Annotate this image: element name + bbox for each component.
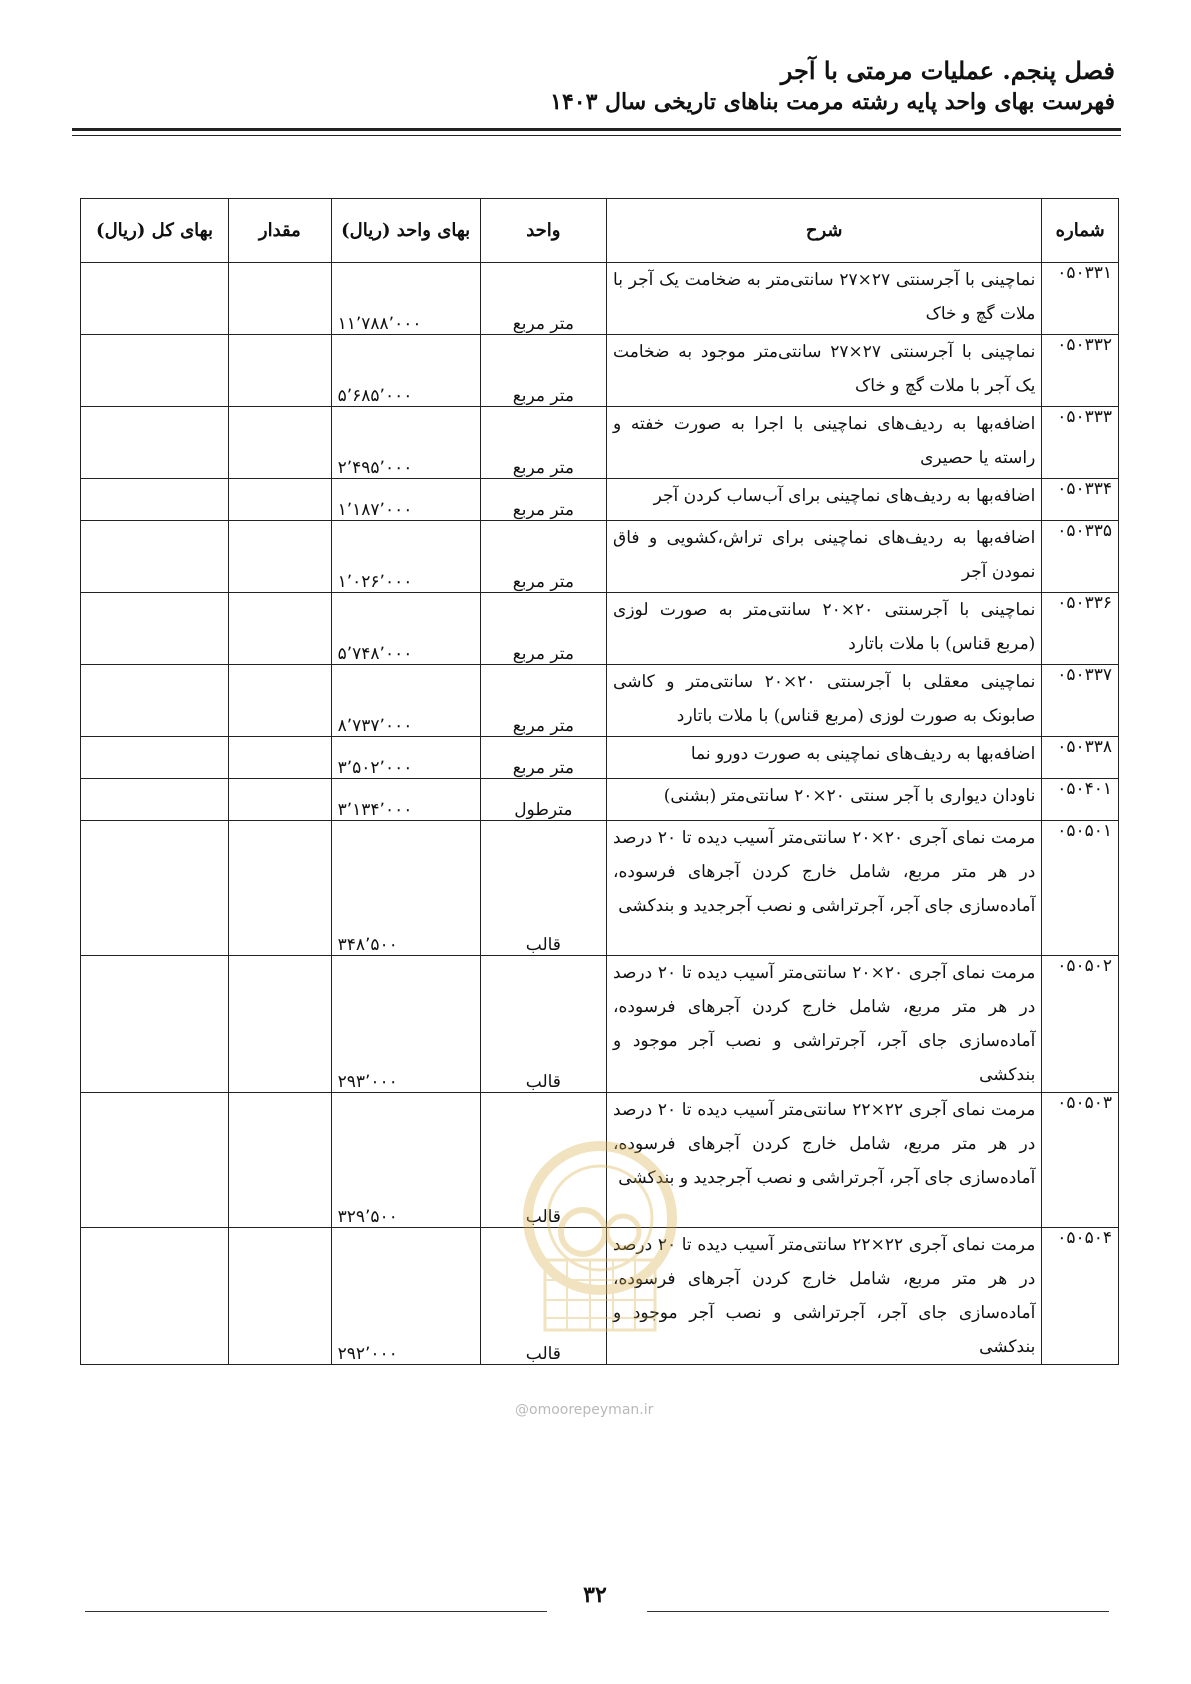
code-cell: ۰۵۰۳۳۳ xyxy=(1042,407,1119,479)
unit-price-cell: ۲۹۲٬۰۰۰ xyxy=(331,1228,480,1365)
description-cell: نماچینی معقلی با آجرسنتی ۲۰×۲۰ سانتی‌متر و کاشی صابونک به صورت لوزی (مربع قناس) با ملات باتارد xyxy=(607,665,1042,737)
column-header-unit-price: بهای واحد (ریال) xyxy=(331,199,480,263)
description-cell: اضافه‌بها به ردیف‌های نماچینی برای تراش،کشویی و فاق نمودن آجر xyxy=(607,521,1042,593)
chapter-title: فصل پنجم. عملیات مرمتی با آجر xyxy=(780,56,1115,85)
price-list-table xyxy=(80,198,1119,1365)
watermark-handle: @omoorepeyman.ir xyxy=(515,1402,654,1418)
code-cell: ۰۵۰۵۰۱ xyxy=(1042,821,1119,956)
description-cell: مرمت نمای آجری ۲۲×۲۲ سانتی‌متر آسیب دیده تا ۲۰ درصد در هر متر مربع، شامل خارج کردن آجرهای فرسوده، آماده‌سازی جای آجر، آجرتراشی و نصب آجر موجود و بندکشی xyxy=(607,1228,1042,1365)
description-cell: مرمت نمای آجری ۲۰×۲۰ سانتی‌متر آسیب دیده تا ۲۰ درصد در هر متر مربع، شامل خارج کردن آجرهای فرسوده، آماده‌سازی جای آجر، آجرتراشی و نصب آجرجدید و بندکشی xyxy=(607,821,1042,956)
unit-price-cell: ۳٬۱۳۴٬۰۰۰ xyxy=(331,779,480,821)
code-cell: ۰۵۰۳۳۲ xyxy=(1042,335,1119,407)
unit-cell: متر مربع xyxy=(480,335,606,407)
total-price-cell xyxy=(81,407,229,479)
description-cell: ناودان دیواری با آجر سنتی ۲۰×۲۰ سانتی‌متر (بشنی) xyxy=(607,779,1042,821)
table-row xyxy=(81,263,1119,335)
document-subtitle: فهرست بهای واحد پایه رشته مرمت بناهای تاریخی سال ۱۴۰۳ xyxy=(550,89,1115,115)
code-cell: ۰۵۰۵۰۴ xyxy=(1042,1228,1119,1365)
table-row xyxy=(81,1228,1119,1365)
quantity-cell xyxy=(229,1228,332,1365)
table-row xyxy=(81,821,1119,956)
table-row xyxy=(81,407,1119,479)
unit-price-cell: ۵٬۶۸۵٬۰۰۰ xyxy=(331,335,480,407)
description-cell: نماچینی با آجرسنتی ۲۷×۲۷ سانتی‌متر به ضخامت یک آجر با ملات گچ و خاک xyxy=(607,263,1042,335)
unit-price-cell: ۳۲۹٬۵۰۰ xyxy=(331,1093,480,1228)
unit-price-cell: ۵٬۷۴۸٬۰۰۰ xyxy=(331,593,480,665)
table-row xyxy=(81,737,1119,779)
code-cell: ۰۵۰۳۳۸ xyxy=(1042,737,1119,779)
unit-cell: متر مربع xyxy=(480,263,606,335)
header-rule-thick xyxy=(72,128,1121,131)
table-header-row xyxy=(81,199,1119,263)
description-cell: مرمت نمای آجری ۲۰×۲۰ سانتی‌متر آسیب دیده تا ۲۰ درصد در هر متر مربع، شامل خارج کردن آجرهای فرسوده، آماده‌سازی جای آجر، آجرتراشی و نصب آجر موجود و بندکشی xyxy=(607,956,1042,1093)
table-row xyxy=(81,479,1119,521)
quantity-cell xyxy=(229,1093,332,1228)
total-price-cell xyxy=(81,956,229,1093)
quantity-cell xyxy=(229,821,332,956)
description-cell: نماچینی با آجرسنتی ۲۷×۲۷ سانتی‌متر موجود به ضخامت یک آجر با ملات گچ و خاک xyxy=(607,335,1042,407)
total-price-cell xyxy=(81,1093,229,1228)
unit-cell: قالب xyxy=(480,1228,606,1365)
code-cell: ۰۵۰۳۳۱ xyxy=(1042,263,1119,335)
quantity-cell xyxy=(229,407,332,479)
unit-cell: قالب xyxy=(480,821,606,956)
unit-price-cell: ۲٬۴۹۵٬۰۰۰ xyxy=(331,407,480,479)
quantity-cell xyxy=(229,956,332,1093)
unit-cell: قالب xyxy=(480,1093,606,1228)
total-price-cell xyxy=(81,1228,229,1365)
unit-price-cell: ۱٬۱۸۷٬۰۰۰ xyxy=(331,479,480,521)
unit-cell: متر مربع xyxy=(480,479,606,521)
quantity-cell xyxy=(229,779,332,821)
total-price-cell xyxy=(81,593,229,665)
footer-rule-left xyxy=(85,1611,547,1612)
unit-cell: قالب xyxy=(480,956,606,1093)
code-cell: ۰۵۰۳۳۷ xyxy=(1042,665,1119,737)
description-cell: مرمت نمای آجری ۲۲×۲۲ سانتی‌متر آسیب دیده تا ۲۰ درصد در هر متر مربع، شامل خارج کردن آجرهای فرسوده، آماده‌سازی جای آجر، آجرتراشی و نصب آجرجدید و بندکشی xyxy=(607,1093,1042,1228)
table-row xyxy=(81,521,1119,593)
column-header-description: شرح xyxy=(607,199,1042,263)
unit-price-cell: ۱۱٬۷۸۸٬۰۰۰ xyxy=(331,263,480,335)
column-header-code: شماره xyxy=(1042,199,1119,263)
table-row xyxy=(81,1093,1119,1228)
code-cell: ۰۵۰۳۳۴ xyxy=(1042,479,1119,521)
total-price-cell xyxy=(81,479,229,521)
footer-rule-right xyxy=(647,1611,1109,1612)
unit-cell: متر مربع xyxy=(480,665,606,737)
total-price-cell xyxy=(81,665,229,737)
total-price-cell xyxy=(81,737,229,779)
unit-cell: متر مربع xyxy=(480,521,606,593)
table-row xyxy=(81,665,1119,737)
total-price-cell xyxy=(81,779,229,821)
column-header-total-price: بهای کل (ریال) xyxy=(81,199,229,263)
description-cell: نماچینی با آجرسنتی ۲۰×۲۰ سانتی‌متر به صورت لوزی (مربع قناس) با ملات باتارد xyxy=(607,593,1042,665)
unit-price-cell: ۸٬۷۳۷٬۰۰۰ xyxy=(331,665,480,737)
code-cell: ۰۵۰۵۰۳ xyxy=(1042,1093,1119,1228)
unit-price-cell: ۳۴۸٬۵۰۰ xyxy=(331,821,480,956)
column-header-quantity: مقدار xyxy=(229,199,332,263)
header-rule-thin xyxy=(72,135,1121,136)
table-row xyxy=(81,593,1119,665)
page-header xyxy=(70,55,1115,117)
unit-price-cell: ۳٬۵۰۲٬۰۰۰ xyxy=(331,737,480,779)
code-cell: ۰۵۰۵۰۲ xyxy=(1042,956,1119,1093)
quantity-cell xyxy=(229,665,332,737)
total-price-cell xyxy=(81,335,229,407)
unit-cell: متر مربع xyxy=(480,593,606,665)
quantity-cell xyxy=(229,335,332,407)
total-price-cell xyxy=(81,263,229,335)
quantity-cell xyxy=(229,263,332,335)
quantity-cell xyxy=(229,737,332,779)
code-cell: ۰۵۰۴۰۱ xyxy=(1042,779,1119,821)
unit-cell: مترطول xyxy=(480,779,606,821)
total-price-cell xyxy=(81,821,229,956)
unit-cell: متر مربع xyxy=(480,737,606,779)
unit-cell: متر مربع xyxy=(480,407,606,479)
table-row xyxy=(81,779,1119,821)
unit-price-cell: ۱٬۰۲۶٬۰۰۰ xyxy=(331,521,480,593)
column-header-unit: واحد xyxy=(480,199,606,263)
description-cell: اضافه‌بها به ردیف‌های نماچینی به صورت دورو نما xyxy=(607,737,1042,779)
description-cell: اضافه‌بها به ردیف‌های نماچینی با اجرا به صورت خفته و راسته یا حصیری xyxy=(607,407,1042,479)
quantity-cell xyxy=(229,521,332,593)
description-cell: اضافه‌بها به ردیف‌های نماچینی برای آب‌ساب کردن آجر xyxy=(607,479,1042,521)
unit-price-cell: ۲۹۳٬۰۰۰ xyxy=(331,956,480,1093)
quantity-cell xyxy=(229,479,332,521)
code-cell: ۰۵۰۳۳۶ xyxy=(1042,593,1119,665)
quantity-cell xyxy=(229,593,332,665)
table-row xyxy=(81,335,1119,407)
table-row xyxy=(81,956,1119,1093)
page-number: ۳۲ xyxy=(583,1582,607,1608)
code-cell: ۰۵۰۳۳۵ xyxy=(1042,521,1119,593)
total-price-cell xyxy=(81,521,229,593)
